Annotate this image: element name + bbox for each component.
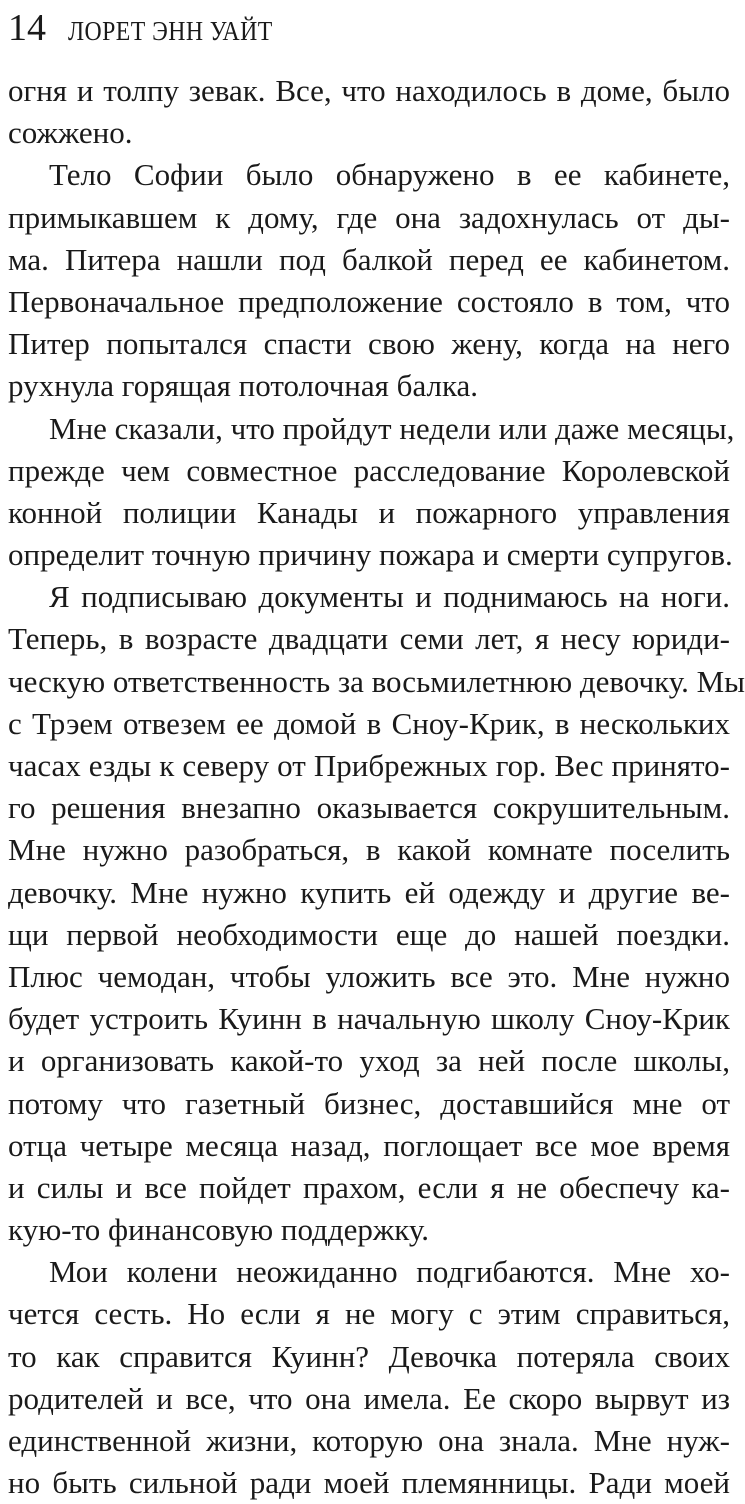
text-line: и силы и все пойдет прахом, если я не обеспечу ка-	[8, 1169, 730, 1205]
text-line: кую-то финансовую поддержку.	[8, 1212, 430, 1248]
text-line: и организовать какой-то уход за ней после школы,	[8, 1043, 730, 1079]
text-line: Мне сказали, что пройдут недели или даже месяцы,	[49, 410, 735, 446]
text-line: Теперь, в возрасте двадцати семи лет, я несу юриди-	[8, 621, 730, 657]
text-line: примыкавшем к дому, где она задохнулась от ды-	[8, 199, 730, 235]
text-line: сожжено.	[8, 115, 133, 151]
text-line: ма. Питера нашли под балкой перед ее кабинетом.	[8, 241, 730, 277]
text-line: Питер попытался спасти свою жену, когда на него	[8, 326, 730, 362]
text-line: щи первой необходимости еще до нашей поездки.	[8, 916, 730, 952]
text-line: с Трэем отвезем ее домой в Сноу-Крик, в нескольких	[8, 705, 730, 741]
text-line: чется сесть. Но если я не могу с этим справиться,	[8, 1296, 730, 1332]
text-line: потому что газетный бизнес, доставшийся мне от	[8, 1085, 730, 1121]
text-line: Тело Софии было обнаружено в ее кабинете,	[49, 157, 730, 193]
paragraph	[8, 1251, 730, 1504]
text-line: Плюс чемодан, чтобы уложить все это. Мне нужно	[8, 958, 730, 994]
text-line: го решения внезапно оказывается сокрушительным.	[8, 790, 730, 826]
text-line: определит точную причину пожара и смерти супругов.	[8, 537, 733, 573]
paragraph	[8, 408, 735, 577]
text-line: Мои колени неожиданно подгибаются. Мне хо-	[49, 1254, 730, 1290]
page-number: 14	[8, 7, 46, 49]
text-line: девочку. Мне нужно купить ей одежду и другие ве-	[8, 874, 730, 910]
text-line: Я подписываю документы и поднимаюсь на ноги.	[49, 579, 730, 615]
running-head: ЛОРЕТ ЭНН УАЙТ	[68, 16, 273, 46]
body-text	[8, 70, 745, 1504]
text-line: конной полиции Канады и пожарного управления	[8, 494, 730, 530]
text-line: Мне нужно разобраться, в какой комнате поселить	[8, 832, 730, 868]
text-line: будет устроить Куинн в начальную школу Сноу-Крик	[8, 1001, 730, 1037]
paragraph	[8, 154, 730, 407]
text-line: Первоначальное предположение состояло в том, что	[8, 283, 730, 319]
page-header	[8, 4, 301, 52]
text-line: огня и толпу зевак. Все, что находилось в доме, было	[8, 73, 730, 108]
text-line: то как справится Куинн? Девочка потеряла своих	[8, 1338, 730, 1374]
text-line: рухнула горящая потолочная балка.	[8, 368, 479, 404]
paragraph	[8, 576, 745, 1251]
text-line: отца четыре месяца назад, поглощает все мое время	[8, 1127, 730, 1163]
text-line: ческую ответственность за восьмилетнюю девочку. Мы	[8, 663, 745, 699]
text-line: часах езды к северу от Прибрежных гор. Вес принято-	[8, 748, 730, 783]
paragraph	[8, 70, 730, 154]
text-line: прежде чем совместное расследование Королевской	[8, 452, 730, 488]
text-line: единственной жизни, которую она знала. Мне нуж-	[8, 1423, 730, 1458]
text-line: родителей и все, что она имела. Ее скоро вырвут из	[8, 1380, 730, 1416]
text-line: но быть сильной ради моей племянницы. Ради моей	[8, 1465, 730, 1501]
